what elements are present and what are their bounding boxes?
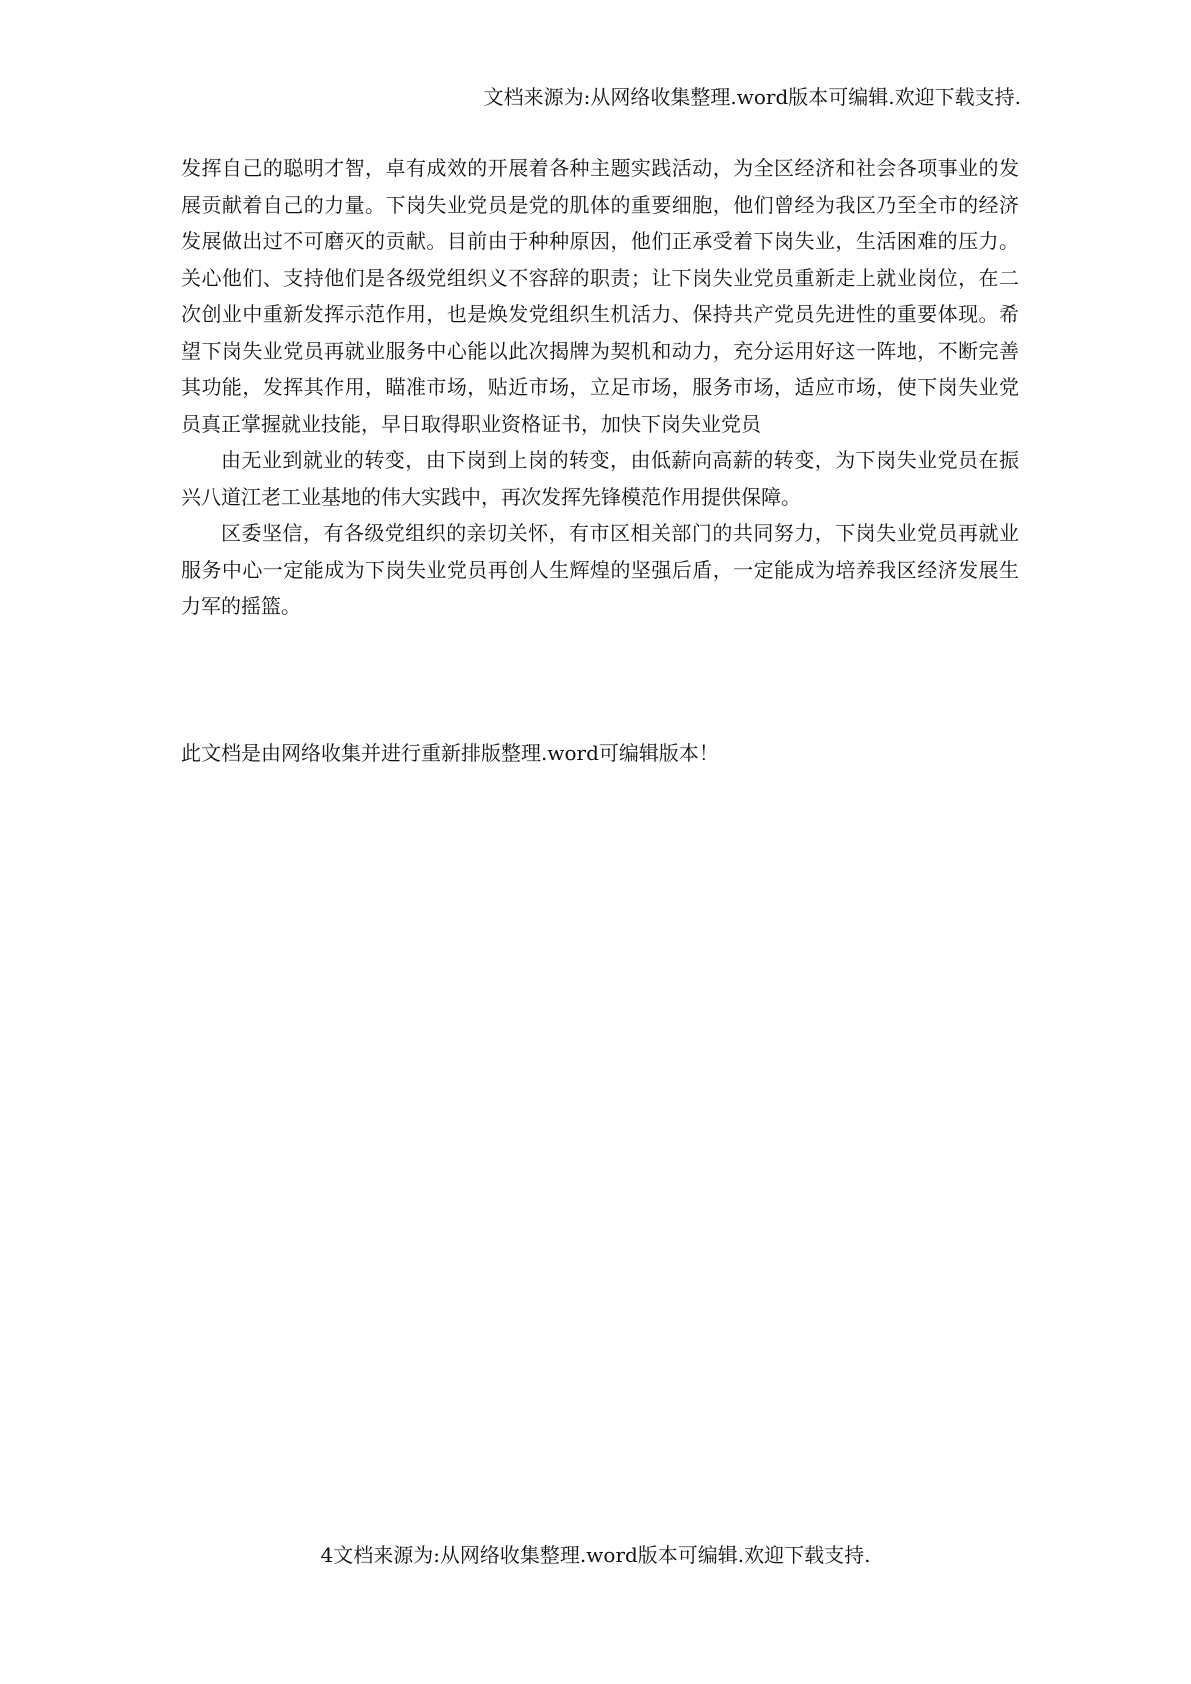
body-paragraph-3: 区委坚信，有各级党组织的亲切关怀，有市区相关部门的共同努力，下岗失业党员再就业服务中心一定能成为下岗失业党员再创人生辉煌的坚强后盾，一定能成为培养我区经济发展生力军的摇篮。 bbox=[181, 521, 1019, 618]
page-footer: 4文档来源为:从网络收集整理.word版本可编辑.欢迎下载支持. bbox=[320, 1543, 871, 1567]
body-paragraph-1: 发挥自己的聪明才智，卓有成效的开展着各种主题实践活动，为全区经济和社会各项事业的发展贡献着自己的力量。下岗失业党员是党的肌体的重要细胞，他们曾经为我区乃至全市的经济发展做出过不可磨灭的贡献。目前由于种种原因，他们正承受着下岗失业，生活困难的压力。关心他们、支持他们是各级党组织义不容辞的职责；让下岗失业党员重新走上就业岗位，在二次创业中重新发挥示范作用，也是焕发党组织生机活力、保持共产党员先进性的重要体现。希望下岗失业党员再就业服务中心能以此次揭牌为契机和动力，充分运用好这一阵地，不断完善其功能，发挥其作用，瞄准市场，贴近市场，立足市场，服务市场，适应市场，使下岗失业党员真正掌握就业技能，早日取得职业资格证书，加快下岗失业党员 bbox=[181, 156, 1019, 436]
document-body bbox=[181, 150, 1019, 625]
editable-version-note: 此文档是由网络收集并进行重新排版整理.word可编辑版本！ bbox=[181, 741, 719, 765]
body-paragraph-2: 由无业到就业的转变，由下岗到上岗的转变，由低薪向高薪的转变，为下岗失业党员在振兴八道江老工业基地的伟大实践中，再次发挥先锋模范作用提供保障。 bbox=[181, 448, 1019, 509]
page-header: 文档来源为:从网络收集整理.word版本可编辑.欢迎下载支持. bbox=[483, 85, 1021, 109]
